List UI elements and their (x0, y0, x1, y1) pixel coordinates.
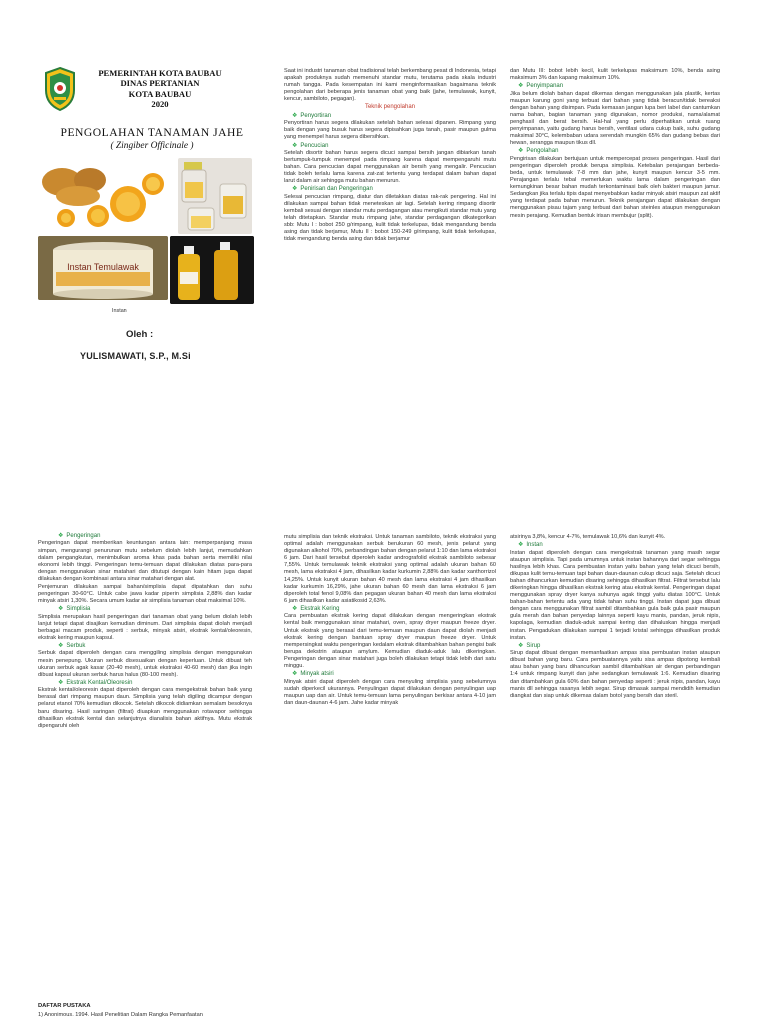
syrup-bottles-photo (170, 236, 254, 304)
paragraph-ekstraksi-lanjutan: mutu simplisia dan teknik ekstraksi. Untuk tanaman sambiloto, teknik ekstraksi yang optimal adalah menggunakan serbuk berukuran 60 mesh, jenis pelarut yang digunakan alkohol 70%, perbandingan bahan dengan pelarut 1:10 dan lama ekstraksi 6 jam. Dari hasil tersebut diperoleh kadar andrografolid ekstrak sambiloto sebesar 7,55%. Untuk temulawak teknik ekstraksi yang optimal adalah ukuran bahan 60 mesh, lama ekstraksi 4 jam, dihasilkan kadar kurkumin 2,88% dan kadar xanthorrizol 14,25%. Untuk kunyit ukuran bahan 40 mesh dan lama ekstraksi 4 jam dihasilkan kadar kurkumin 16,29%, jahe ukuran bahan 60 mesh dan lama ekstraksi 6 jam diperoleh total fenol 9,08% dan pegagan ukuran bahan 40 mesh dan lama ekstraksi 6 jam dihasilkan kadar asiatikosid 2,63%. (284, 534, 496, 604)
city-emblem-logo (43, 66, 77, 112)
paragraph-minyak-atsiri: Minyak atsiri dapat diperoleh dengan cara menyuling simplisia yang sebelumnya sudah diperkecil ukurannya. Penyulingan dapat dilakukan dengan penyulingan uap maupun uap dan air. Untuk temu-temuan lama penyulingan berkisar antara 4-10 jam dan daun-daunan 4-6 jam. Jahe kadar minyak (284, 678, 496, 706)
paragraph-sirup: Sirup dapat dibuat dengan memanfaatkan ampas sisa pembuatan instan ataupun dibuat bahan yang baru. Cara pembuatannya yaitu sisa ampas dipotong kembali atau bahan yang baru dihancurkan sambil ditambahkan air dengan perbandingan 1:4 untuk rimpang kunyit dan jahe sedangkan temulawak 1:6. Kemudian disaring dan ditambahkan gula 60% dan bahan penyedap seperti : jeruk nipis, pandan, kayu manis dll sehingga rasanya lebih segar. Sirup dimasak sampai mendidih kemudian diangkat dan siap untuk dikemas dalam botol yang bersih dan steril. (510, 650, 720, 699)
intro-paragraph: Saat ini industri tanaman obat tradisional telah berkembang pesat di Indonesia, tetapi apakah produknya sudah memenuhi standar mutu, terutama pada skala industri rumah tangga. Pada kesempatan ini kami menginformasikan bagaimana teknik pengolahan dari beberapa jenis tanaman obat yang baik (jahe, temulawak, kunyit, kencur, sambiloto, pegagan). (284, 68, 496, 103)
ginger-rhizome-photo (38, 160, 168, 232)
paragraph-mutu-iii: dan Mutu III: bobot lebih kecil, kulit terkelupas maksimum 10%, benda asing maksimum 3% dan kapang maksimum 10%. (510, 68, 720, 82)
heading-minyak-atsiri: ❖ Minyak atsiri (292, 671, 334, 678)
column-3-bottom (510, 534, 720, 864)
byline-oleh: Oleh : (126, 329, 154, 340)
column-1-bottom (38, 532, 252, 860)
agency-header (80, 68, 240, 110)
paragraph-pengolahan: Pengirisan dilakukan bertujuan untuk mempercepat proses pengeringan. Hasil dari pengeringan diperoleh produk berupa simplisia. Ketebalan perajangan berbeda-beda, untuk temulawak 7-8 mm dan jahe, kunyit maupun kencur 3-5 mm. Perajangan terlalu tebal memerlukan waktu lama dalam pengeringan dan kemungkinan besar bahan mudah terkontaminasi baik oleh bakteri maupun jamur. Sedangkan jika terlalu tipis dapat menyebabkan kadar minyak atsiri maupun zat aktif yang terdapat pada bahan menurun. Teknik perajangan dapat dilakukan dengan menggunakan pisau tajam yang terbuat dari bahan steinles ataupun menggunakan mesin perajang. Kemudian bentuk irisan membujur (split). (510, 155, 720, 219)
powder-bottles-photo (178, 158, 252, 234)
diamond-bullet-icon: ❖ (518, 83, 524, 90)
header-line-2: DINAS PERTANIAN (120, 78, 200, 89)
diamond-bullet-icon: ❖ (518, 642, 524, 649)
column-2-bottom (284, 534, 496, 854)
paragraph-penyortiran: Penyortiran harus segera dilakukan setelah bahan selesai dipanen. Rimpang yang baik dengan yang busuk harus segera dipisahkan juga tanah, pasir maupun gulma yang menempel harus segera dibersihkan. (284, 120, 496, 141)
reference-item: 1) Anonimous. 1994. Hasil Penelitian Dalam Rangka Pemanfaatan (38, 1012, 203, 1018)
paragraph-ekstrak-kering: Cara pembuatan ekstrak kering dapat dilakukan dengan mengeringkan ekstrak kental baik menggunakan sinar matahari, oven, spray dryer maupun freeze dryer. Untuk ekstrak yang berasal dari temu-temuan maupun daun dapat diolah menjadi ekstrak kering dengan bantuan spray dryer maupun freeze dryer. Untuk mempersingkat waktu pengeringan kedalam ekstrak ditambahkan bahan pengisi baik berupa dekstrin ataupun amylum. Kemudian diaduk-aduk lalu dikeringkan. Pengeringan dengan sinar matahari juga boleh dilakukan tetapi tidak lebih dari satu minggu. (284, 613, 496, 669)
diamond-bullet-icon: ❖ (292, 112, 298, 119)
header-line-3: KOTA BAUBAU (128, 88, 192, 99)
heading-penyimpanan: ❖ Penyimpanan (518, 83, 564, 90)
heading-ekstrak-kering: ❖ Ekstrak Kering (292, 605, 340, 612)
paragraph-ekstrak-kental: Ekstrak kental/oleoresin dapat diperoleh dengan cara mengekstrak bahan baik yang berasal dari rimpang maupun daun. Simplisia yang telah digiling dicampur dengan pelarut etanol 70% kemudian dikocok. Setelah dikocok didiamkan semalam besoknya baru disaring. Hasil saringan (filtrat) diuapkan menggunakan rotavapor sehingga dihasilkan ekstrak kental dan selanjutnya dianalisis bahan aktifnya. Mutu ekstrak dipengaruhi oleh (38, 687, 252, 729)
photo-caption: Instan (112, 308, 127, 314)
teknik-heading: Teknik pengolahan (364, 104, 416, 111)
diamond-bullet-icon: ❖ (58, 679, 64, 686)
diamond-bullet-icon: ❖ (58, 643, 64, 650)
column-2-top (284, 68, 496, 398)
paragraph-simplisia: Simplisia merupakan hasil pengeringan dari tanaman obat yang belum diolah lebih lanjut tetapi dapat disajikan kemudian diminum. Dari simplisia dapat diolah menjadi berbagai macam produk, seperti : serbuk, minyak atsiri, ekstrak kental/oleoresin, ekstrak kering maupun kapsul. (38, 613, 252, 641)
paragraph-pencucian: Setelah disortir bahan harus segera dicuci sampai bersih jangan dibiarkan tanah bertumpuk-tumpuk menempel pada rimpang karena dapat mempengaruhi mutu bahan. Cara pencucian dapat menggunakan air bersih yang mengalir. Pencucian tidak boleh terlalu lama karena zat-zat tertentu yang terdapat dalam bahan dapat larut dalam air sehingga mutu bahan menurun. (284, 149, 496, 185)
heading-penyortiran: ❖ Penyortiran (292, 112, 332, 119)
diamond-bullet-icon: ❖ (292, 142, 298, 149)
references-title: DAFTAR PUSTAKA (38, 1003, 91, 1009)
heading-penirisan: ❖ Penirisan dan Pengeringan (292, 186, 373, 193)
author-name: YULISMAWATI, S.P., M.Si (80, 351, 191, 361)
heading-sirup: ❖ Sirup (518, 642, 541, 649)
heading-instan: ❖ Instan (518, 542, 543, 549)
heading-pengeringan: ❖ Pengeringan (58, 533, 101, 539)
diamond-bullet-icon: ❖ (292, 605, 298, 612)
leaflet-title: PENGOLAHAN TANAMAN JAHE (60, 126, 244, 139)
diamond-bullet-icon: ❖ (58, 533, 64, 539)
paragraph-atsiri-lanjutan: atsirinya 3,8%, kencur 4-7%, temulawak 10,6% dan kunyit 4%. (510, 534, 666, 540)
paragraph-pengeringan: Pengeringan dapat memberikan keuntungan antara lain: memperpanjang masa simpan, mengurangi penurunan mutu sebelum diolah lebih lanjut, memudahkan dalam pengangkutan, menimbulkan aroma khas pada bahan serta memiliki nilai ekonomi lebih tinggi. Pengeringan temu-temuan dapat dilakukan diatas para-para dengan menggunakan sinar matahari dan ditutupi dengan kain hitam juga dapat dilakukan dengan kombinasi antara sinar matahari dengan alat. (38, 540, 252, 582)
diamond-bullet-icon: ❖ (518, 148, 524, 155)
header-line-1: PEMERINTAH KOTA BAUBAU (98, 68, 222, 78)
paragraph-penjemuran: Penjemuran dilakukan sampai bahan/simplisia dapat dipatahkan dan suhu pengeringan 30-60°C. Untuk cabe jawa kadar piperin simplisia 2,88% dan kadar minyak atsiri 1,30%. Secara umum kadar air simplisia tanaman obat maksimal 10%. (38, 583, 252, 605)
jar-label-text: Instan Temulawak (67, 262, 139, 272)
heading-ekstrak-kental: ❖ Ekstrak Kental/Oleoresin (58, 679, 133, 686)
heading-simplisia: ❖ Simplisia (58, 606, 91, 613)
heading-pengolahan: ❖ Pengolahan (518, 148, 559, 155)
paragraph-penirisan: Selesai pencucian rimpang, diatur dan diletakkan diatas rak-rak pengering. Hal ini dilakukan sampai bahan tidak meneteskan air lagi. Setelah kering rimpang disortir kembali sesuai dengan standar mutu perdagangan atau mengikuti standar mutu yang telah ditetapkan. Standar mutu rimpang jahe, standar perdagangan dikategorikan sbb: Mutu I : bobot 250 g/rimpang, kulit tidak terkelupas, tidak mengandung benda asing dan tidak berjamur, Mutu II : bobot 150-249 g/rimpang, kulit tidak terkelupas, tidak mengandung benda asing dan tidak berjamur (284, 193, 496, 243)
diamond-bullet-icon: ❖ (518, 542, 524, 549)
paragraph-instan: Instan dapat diperoleh dengan cara mengekstrak tanaman yang masih segar ataupun simplisia. Tapi pada umumnya untuk instan bahannya dari segar sehingga hasilnya lebih khas. Cara pembuatan instan yaitu bahan yang telah dicuci bersih, dikupas kulit temu-temuan tapi bahan daun-daunan cukup dicuci saja. Setelah dicuci bahan dihancurkan kemudian disaring sehingga dihasilkan filtrat. Filtrat tersebut lalu dikeringkan hingga dihasilkan ekstrak kering atau ekstrak kental. Pengeringan dapat menggunakan spray dryer kanya suhunya agak tinggi yaitu diatas 100°C. Untuk bahan-bahan tertentu ada yang tidak tahan suhu tinggi. Instan dapat juga dibuat dengan cara menggunakan filtrat sambil ditambahkan gula baik gula pasir maupun gula merah dan bahan penyedap lainnya seperti kayu manis, pandan, jeruk nipis, kapolaga, kemudian diaduk-aduk sampai kering dan dihaluskan hingga menjadi instan. Pengadukan dilakukan sampai 1 terjadi kristal sehingga dihasilkan produk instan. (510, 549, 720, 641)
heading-pencucian: ❖ Pencucian (292, 142, 329, 149)
paragraph-penyimpanan: Jika belum diolah bahan dapat dikemas dengan menggunakan jala plastik, kertas maupun karung goni yang terbuat dari bahan yang tidak beracun/tidak bereaksi dengan bahan yang disimpan. Pada kemasan jangan lupa beri label dan cantumkan nama bahan, bagian tanaman yang digunakan, nomor produksi, nama/alamat penghasil dan berat bersih. Hal-hal yang perlu diperhatikan untuk ruang penyimpanan, yaitu gudang harus bersih, ventilasi udara cukup baik, suhu gudang maksimal 30°C, kelembaban udara serendah mungkin 65% dan gudang bebas dari hewan, serangga maupun tikus dll. (510, 90, 720, 147)
paragraph-serbuk: Serbuk dapat diperoleh dengan cara menggiling simplisia dengan menggunakan mesin penepung. Ukuran serbuk disesuaikan dengan keperluan. Untuk dibuat teh ukuran serbuk agak kasar (20-40 mesh), untuk ekstraksi 40-60 mesh) dan jika ingin dibuat kapsul ukuran serbuk harus halus (80-100 mesh). (38, 650, 252, 678)
heading-serbuk: ❖ Serbuk (58, 643, 86, 650)
column-3-top (510, 68, 720, 378)
header-line-4: 2020 (151, 99, 169, 110)
diamond-bullet-icon: ❖ (292, 671, 298, 678)
diamond-bullet-icon: ❖ (292, 186, 298, 193)
instant-jar-photo (38, 236, 168, 300)
leaflet-subtitle: ( Zingiber Officinale ) (110, 141, 194, 151)
diamond-bullet-icon: ❖ (58, 606, 64, 613)
